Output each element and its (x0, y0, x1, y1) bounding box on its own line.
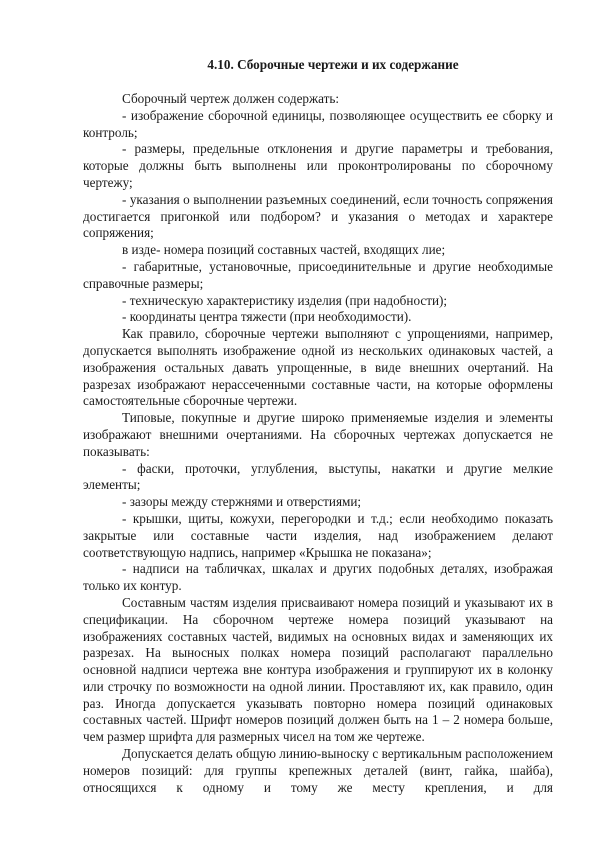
section-heading: 4.10. Сборочные чертежи и их содержание (207, 57, 459, 72)
paragraph-item-overall-sizes: - габаритные, установочные, присоединительные и другие необходимые справочные размеры; (83, 258, 553, 291)
paragraph-common-leader: Допускается делать общую линию-выноску с вертикальным расположением номеров позиций: для группы крепежных деталей (винт, гайка, шайба), относящихся к одному и тому же месту крепления, и для (83, 746, 553, 795)
paragraph-item-position-numbers: в изде- номера позиций составных частей, входящих лие; (122, 242, 446, 258)
paragraph-item-dimensions: - размеры, предельные отклонения и другие параметры и требования, которые должны быть выполнены или проконтролированы по сборочному чертежу; (83, 141, 553, 190)
paragraph-item-labels: - надписи на табличках, шкалах и других подобных деталях, изображая только их контур. (83, 561, 553, 594)
paragraph-intro: Сборочный чертеж должен содержать: (122, 91, 340, 106)
paragraph-item-tech-spec: - техническую характеристику изделия (при надобности); (122, 292, 448, 308)
paragraph-item-gaps: - зазоры между стержнями и отверстиями; (122, 494, 362, 510)
paragraph-position-numbers: Составным частям изделия присваивают номера позиций и указывают их в спецификации. На сборочном чертеже номера позиций указывают на изображениях составных частей, видимых на основных видах и заменяющих их разрезах. На выносных полках номера позиций располагают параллельно основной надписи чертежа вне контура изображения и группируют их в колонку или строчку по возможности на одной линии. Проставляют их, как правило, один раз. Иногда допускается указывать повторно номера позиций одинаковых составных частей. Шрифт номеров позиций должен быть на 1 – 2 номера больше, чем размер шрифта для размерных чисел на том же чертеже. (83, 594, 553, 745)
paragraph-item-image: - изображение сборочной единицы, позволяющее осуществить ее сборку и контроль; (83, 107, 553, 140)
paragraph-simplifications: Как правило, сборочные чертежи выполняют с упрощениями, например, допускается выполнять изображение одной из нескольких одинаковых частей, а изображения остальных давать упрощенные, в виде внешних очертаний. На разрезах изображают нерассеченными составные части, на которые оформлены самостоятельные сборочные чертежи. (83, 326, 553, 409)
paragraph-standard-parts: Типовые, покупные и другие широко применяемые изделия и элементы изображают внешними очертаниями. На сборочных чертежах допускается не показывать: (83, 410, 553, 459)
paragraph-item-center-of-gravity: - координаты центра тяжести (при необходимости). (122, 309, 412, 325)
paragraph-item-chamfers: - фаски, проточки, углубления, выступы, накатки и другие мелкие элементы; (83, 460, 553, 493)
document-body (83, 91, 553, 796)
paragraph-item-covers: - крышки, щиты, кожухи, перегородки и т.д.; если необходимо показать закрытые или составные части изделия, над изображением делают соответствующую надпись, например «Крышка не показана»; (83, 510, 553, 560)
paragraph-item-joints: - указания о выполнении разъемных соединений, если точность сопряжения достигается пригонкой или подбором? и указания о методах и характере сопряжения; (83, 191, 553, 241)
